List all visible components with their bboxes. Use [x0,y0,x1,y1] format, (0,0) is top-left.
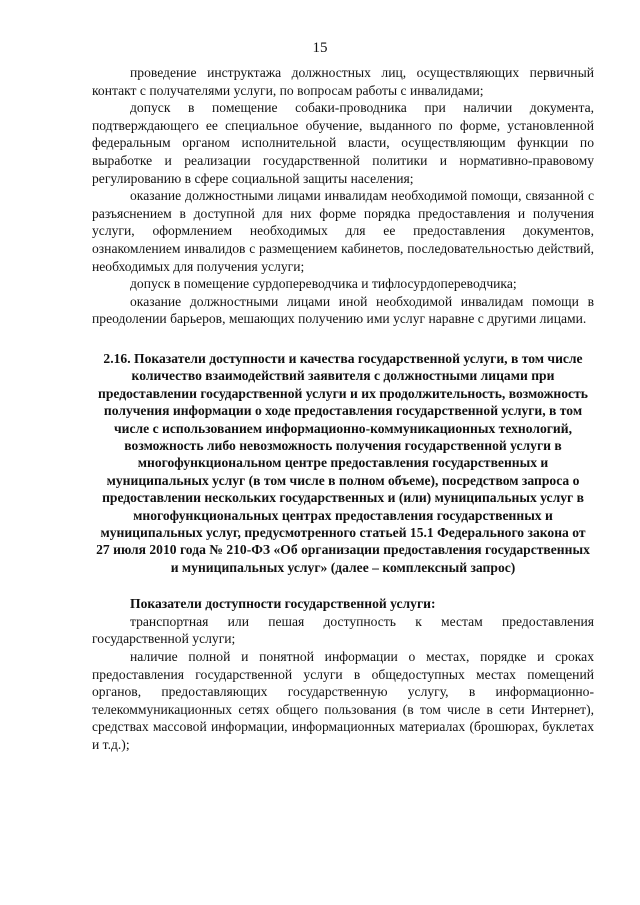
document-body [92,64,594,754]
list-item: допуск в помещение собаки-проводника при наличии документа, подтверждающего ее специальное обучение, выданного по форме, установленной федеральным органом исполнительной власти, осуществляющим функции по выработке и реализации государственной политики и нормативно-правовому регулированию в сфере социальной защиты населения; [92,100,594,186]
list-item: оказание должностными лицами инвалидам необходимой помощи, связанной с разъяснением в доступной для них форме порядка предоставления и получения услуги, оформлением необходимых для ее предоставления документов, ознакомлением инвалидов с размещением кабинетов, последовательностью действий, необходимых для получения услуги; [92,188,594,274]
page-number: 15 [312,40,328,56]
list-item: оказание должностными лицами иной необходимой инвалидам помощи в преодолении барьеров, мешающих получению ими услуг наравне с другими лицами. [92,293,594,327]
list-item: проведение инструктажа должностных лиц, осуществляющих первичный контакт с получателями услуги, по вопросам работы с инвалидами; [92,65,594,98]
list-item: допуск в помещение сурдопереводчика и тифлосурдопереводчика; [130,276,517,292]
subheading: Показатели доступности государственной услуги: [130,596,436,612]
indicator-item: наличие полной и понятной информации о местах, порядке и сроках предоставления государственной услуги в общедоступных местах помещений органов, предоставляющих государственную услугу, в информационно-телекоммуникационных сетях общего пользования (в том числе в сети Интернет), средствах массовой информации, информационных материалах (брошюрах, буклетах и т.д.); [92,648,594,752]
indicator-item: транспортная или пешая доступность к местам предоставления государственной услуги; [92,613,594,647]
section-heading: 2.16. Показатели доступности и качества государственной услуги, в том числе количество взаимодействий заявителя с должностными лицами при предоставлении государственной услуги и их продолжительность, возможность получения информации о ходе предоставления государственной услуги, в том числе с использованием информационно-коммуникационных технологий, возможность либо невозможность получения государственной услуги в многофункциональном центре предоставления государственных и муниципальных услуг (в том числе в полном объеме), посредством запроса о предоставлении нескольких государственных и (или) муниципальных услуг в многофункциональных центрах предоставления государственных и муниципальных услуг, предусмотренного статьей 15.1 Федерального закона от 27 июля 2010 года № 210-ФЗ «Об организации предоставления государственных и муниципальных услуг» (далее – комплексный запрос) [96,350,590,575]
